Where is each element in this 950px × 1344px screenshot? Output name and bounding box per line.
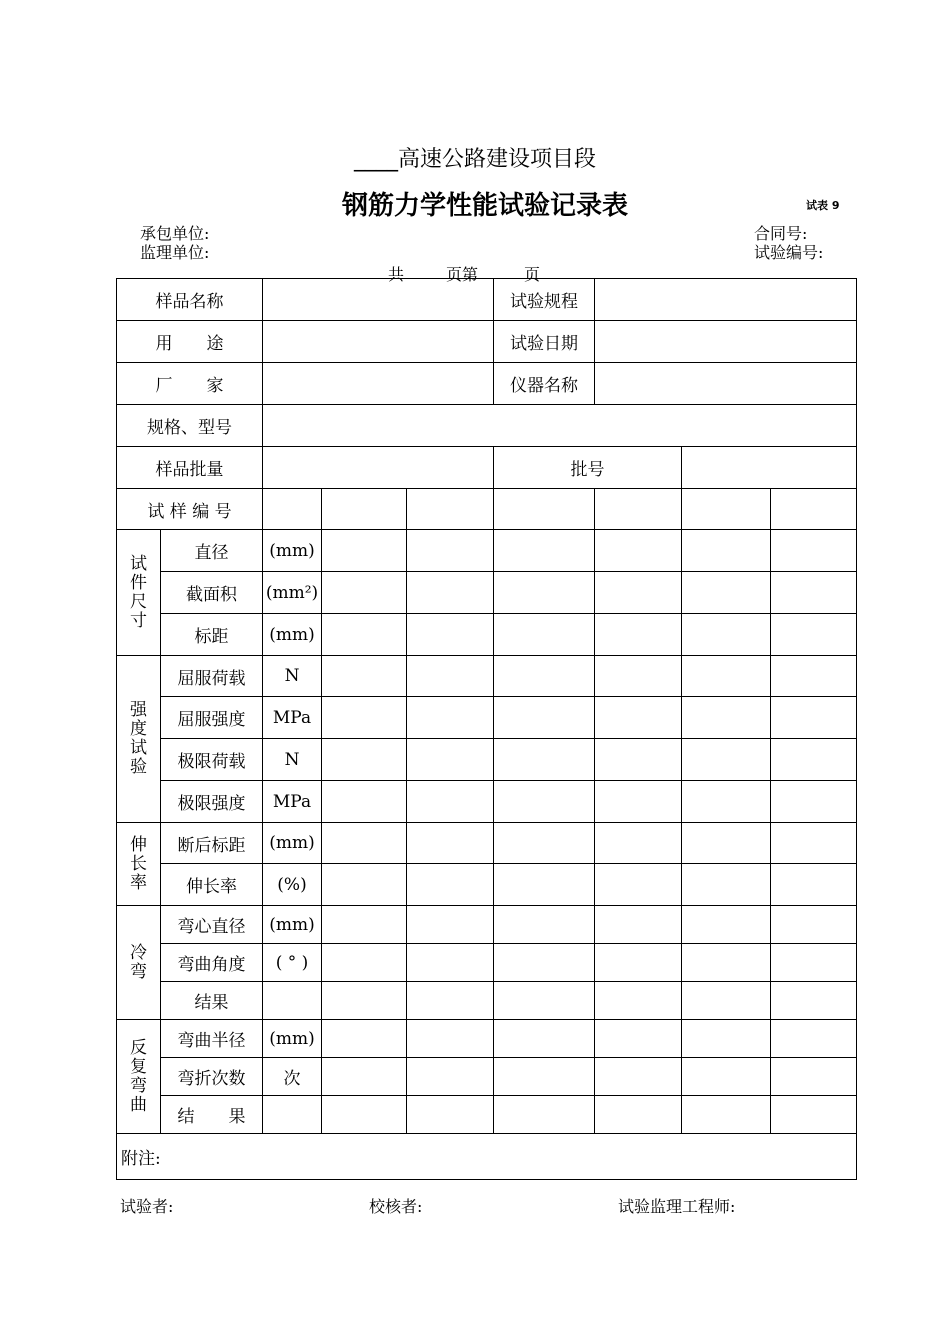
test-standard-value[interactable]	[595, 279, 857, 321]
specimen-no-label: 试 样 编 号	[117, 489, 263, 530]
cell[interactable]	[494, 823, 595, 864]
cell[interactable]	[407, 614, 494, 656]
cell[interactable]	[407, 489, 494, 530]
row-unit: MPa	[263, 781, 322, 823]
row-ultimate-load	[117, 739, 857, 781]
row-cold-bend-result	[117, 982, 857, 1020]
cell[interactable]	[407, 864, 494, 906]
cell[interactable]	[771, 864, 857, 906]
cell[interactable]	[595, 697, 682, 739]
cell[interactable]	[595, 944, 682, 982]
row-yield-load	[117, 656, 857, 697]
group-size	[117, 530, 161, 656]
cell[interactable]	[407, 530, 494, 572]
group-elongation-title: 伸长率	[130, 834, 147, 893]
cell[interactable]	[494, 530, 595, 572]
cell[interactable]	[682, 489, 771, 530]
checker-label: 校核者:	[369, 1197, 423, 1216]
cell[interactable]	[771, 781, 857, 823]
row-usage	[117, 321, 857, 363]
cell[interactable]	[322, 1020, 407, 1058]
cell[interactable]	[263, 489, 322, 530]
row-label: 弯曲角度	[161, 944, 263, 982]
group-reverse-bend	[117, 1020, 161, 1134]
cell[interactable]	[407, 1020, 494, 1058]
cell[interactable]	[494, 906, 595, 944]
cell[interactable]	[407, 739, 494, 781]
cell[interactable]	[322, 944, 407, 982]
row-bend-radius	[117, 1020, 857, 1058]
row-unit: (mm)	[263, 906, 322, 944]
cell[interactable]	[682, 530, 771, 572]
row-manufacturer	[117, 363, 857, 405]
cell[interactable]	[494, 864, 595, 906]
instrument-label: 仪器名称	[494, 363, 595, 405]
cell[interactable]	[494, 982, 595, 1020]
pager-page: 页第	[446, 265, 479, 284]
group-elongation	[117, 823, 161, 906]
row-spec-model	[117, 405, 857, 447]
group-cold-bend-title: 冷弯	[130, 942, 147, 982]
cell[interactable]	[407, 1096, 494, 1134]
row-label: 标距	[161, 614, 263, 656]
cell[interactable]	[771, 1096, 857, 1134]
row-gauge	[117, 614, 857, 656]
cell[interactable]	[595, 489, 682, 530]
cell[interactable]	[494, 656, 595, 697]
row-diameter	[117, 530, 857, 572]
cell[interactable]	[494, 1020, 595, 1058]
pager-page-end: 页	[524, 265, 541, 284]
row-label: 伸长率	[161, 864, 263, 906]
cell[interactable]	[682, 697, 771, 739]
cell[interactable]	[682, 656, 771, 697]
cell[interactable]	[771, 739, 857, 781]
spec-model-label: 规格、型号	[117, 405, 263, 447]
row-unit: MPa	[263, 697, 322, 739]
cell[interactable]	[771, 614, 857, 656]
cell[interactable]	[595, 656, 682, 697]
test-standard-label: 试验规程	[494, 279, 595, 321]
cell[interactable]	[682, 739, 771, 781]
test-date-value[interactable]	[595, 321, 857, 363]
row-bend-count	[117, 1058, 857, 1096]
cell[interactable]	[407, 572, 494, 614]
row-sample-name	[117, 279, 857, 321]
row-label: 弯折次数	[161, 1058, 263, 1096]
cell[interactable]	[682, 1020, 771, 1058]
row-label: 极限强度	[161, 781, 263, 823]
row-label: 屈服强度	[161, 697, 263, 739]
test-date-label: 试验日期	[494, 321, 595, 363]
cell[interactable]	[322, 739, 407, 781]
row-reverse-bend-result	[117, 1096, 857, 1134]
cell[interactable]	[771, 944, 857, 982]
cell[interactable]	[682, 614, 771, 656]
batch-no-label: 批号	[494, 447, 682, 489]
test-record-table	[116, 278, 857, 1180]
contractor-label: 承包单位:	[140, 224, 210, 243]
cell[interactable]	[595, 572, 682, 614]
row-unit: (mm)	[263, 823, 322, 864]
row-unit: (mm)	[263, 530, 322, 572]
row-area	[117, 572, 857, 614]
sample-name-value[interactable]	[263, 279, 494, 321]
row-label: 弯曲半径	[161, 1020, 263, 1058]
form-code: 试表 9	[806, 199, 840, 212]
row-label: 结果	[161, 982, 263, 1020]
supervisor-label: 监理单位:	[140, 243, 210, 262]
cell[interactable]	[407, 1058, 494, 1096]
row-label: 截面积	[161, 572, 263, 614]
cell[interactable]	[682, 1096, 771, 1134]
row-unit	[263, 982, 322, 1020]
cell[interactable]	[771, 1020, 857, 1058]
row-mandrel-diameter	[117, 906, 857, 944]
row-bend-angle	[117, 944, 857, 982]
row-unit: (mm²)	[263, 572, 322, 614]
cell[interactable]	[494, 781, 595, 823]
cell[interactable]	[494, 489, 595, 530]
batch-qty-value[interactable]	[263, 447, 494, 489]
remarks-label: 附注:	[121, 1149, 161, 1169]
cell[interactable]	[407, 823, 494, 864]
row-unit: (mm)	[263, 614, 322, 656]
manufacturer-label: 厂 家	[117, 363, 263, 405]
row-unit: ( ° )	[263, 944, 322, 982]
cell[interactable]	[494, 572, 595, 614]
instrument-value[interactable]	[595, 363, 857, 405]
pager-total: 共	[388, 265, 405, 284]
cell[interactable]	[322, 572, 407, 614]
cell[interactable]	[595, 864, 682, 906]
cell[interactable]	[407, 781, 494, 823]
cell[interactable]	[322, 656, 407, 697]
row-elongation	[117, 864, 857, 906]
row-unit: N	[263, 739, 322, 781]
sample-name-label: 样品名称	[117, 279, 263, 321]
row-ultimate-strength	[117, 781, 857, 823]
row-label: 断后标距	[161, 823, 263, 864]
cell[interactable]	[595, 781, 682, 823]
contract-no-label: 合同号:	[754, 224, 808, 243]
row-label: 直径	[161, 530, 263, 572]
cell[interactable]	[322, 781, 407, 823]
cell[interactable]	[771, 1058, 857, 1096]
group-strength-title: 强度试验	[130, 700, 147, 777]
manufacturer-value[interactable]	[263, 363, 494, 405]
row-yield-strength	[117, 697, 857, 739]
cell[interactable]	[595, 823, 682, 864]
cell[interactable]	[494, 944, 595, 982]
batch-qty-label: 样品批量	[117, 447, 263, 489]
cell[interactable]	[494, 739, 595, 781]
cell[interactable]	[682, 906, 771, 944]
cell[interactable]	[322, 614, 407, 656]
cell[interactable]	[322, 697, 407, 739]
tester-label: 试验者:	[120, 1197, 174, 1216]
cell[interactable]	[494, 1096, 595, 1134]
cell[interactable]	[771, 982, 857, 1020]
row-remarks	[117, 1134, 857, 1180]
group-cold-bend	[117, 906, 161, 1020]
row-batch	[117, 447, 857, 489]
row-unit: (mm)	[263, 1020, 322, 1058]
cell[interactable]	[771, 530, 857, 572]
row-break-gauge	[117, 823, 857, 864]
cell[interactable]	[595, 1058, 682, 1096]
cell[interactable]	[771, 906, 857, 944]
cell[interactable]	[771, 656, 857, 697]
group-size-title: 试件尺寸	[130, 553, 147, 631]
cell[interactable]	[322, 530, 407, 572]
cell[interactable]	[682, 864, 771, 906]
cell[interactable]	[494, 697, 595, 739]
row-label: 屈服荷载	[161, 656, 263, 697]
cell[interactable]	[771, 489, 857, 530]
cell[interactable]	[771, 823, 857, 864]
row-label: 极限荷载	[161, 739, 263, 781]
cell[interactable]	[322, 489, 407, 530]
cell[interactable]	[322, 823, 407, 864]
usage-label: 用 途	[117, 321, 263, 363]
row-unit: N	[263, 656, 322, 697]
cell[interactable]	[595, 739, 682, 781]
cell[interactable]	[682, 823, 771, 864]
cell[interactable]	[595, 614, 682, 656]
cell[interactable]	[322, 1058, 407, 1096]
form-title: 钢筋力学性能试验记录表	[341, 191, 628, 221]
batch-no-value[interactable]	[682, 447, 857, 489]
cell[interactable]	[682, 1058, 771, 1096]
row-unit	[263, 1096, 322, 1134]
row-unit: 次	[263, 1058, 322, 1096]
spec-model-value[interactable]	[263, 405, 857, 447]
cell[interactable]	[771, 572, 857, 614]
usage-value[interactable]	[263, 321, 494, 363]
cell[interactable]	[595, 1096, 682, 1134]
cell[interactable]	[407, 906, 494, 944]
cell[interactable]	[771, 697, 857, 739]
remarks-field[interactable]	[117, 1134, 857, 1180]
cell[interactable]	[407, 697, 494, 739]
cell[interactable]	[682, 572, 771, 614]
cell[interactable]	[407, 656, 494, 697]
cell[interactable]	[682, 781, 771, 823]
row-unit: (%)	[263, 864, 322, 906]
cell[interactable]	[595, 530, 682, 572]
cell[interactable]	[322, 982, 407, 1020]
cell[interactable]	[322, 906, 407, 944]
cell[interactable]	[407, 982, 494, 1020]
test-no-label: 试验编号:	[754, 243, 824, 262]
cell[interactable]	[407, 944, 494, 982]
row-label: 结 果	[161, 1096, 263, 1134]
cell[interactable]	[322, 864, 407, 906]
cell[interactable]	[595, 906, 682, 944]
cell[interactable]	[682, 944, 771, 982]
supervisor-engineer-label: 试验监理工程师:	[618, 1197, 736, 1216]
row-specimen-no	[117, 489, 857, 530]
cell[interactable]	[595, 1020, 682, 1058]
cell[interactable]	[595, 982, 682, 1020]
cell[interactable]	[494, 1058, 595, 1096]
row-label: 弯心直径	[161, 906, 263, 944]
cell[interactable]	[494, 614, 595, 656]
cell[interactable]	[682, 982, 771, 1020]
group-reverse-bend-title: 反复弯曲	[130, 1037, 147, 1115]
cell[interactable]	[322, 1096, 407, 1134]
group-strength	[117, 656, 161, 823]
project-title: ____高速公路建设项目段	[353, 147, 596, 172]
